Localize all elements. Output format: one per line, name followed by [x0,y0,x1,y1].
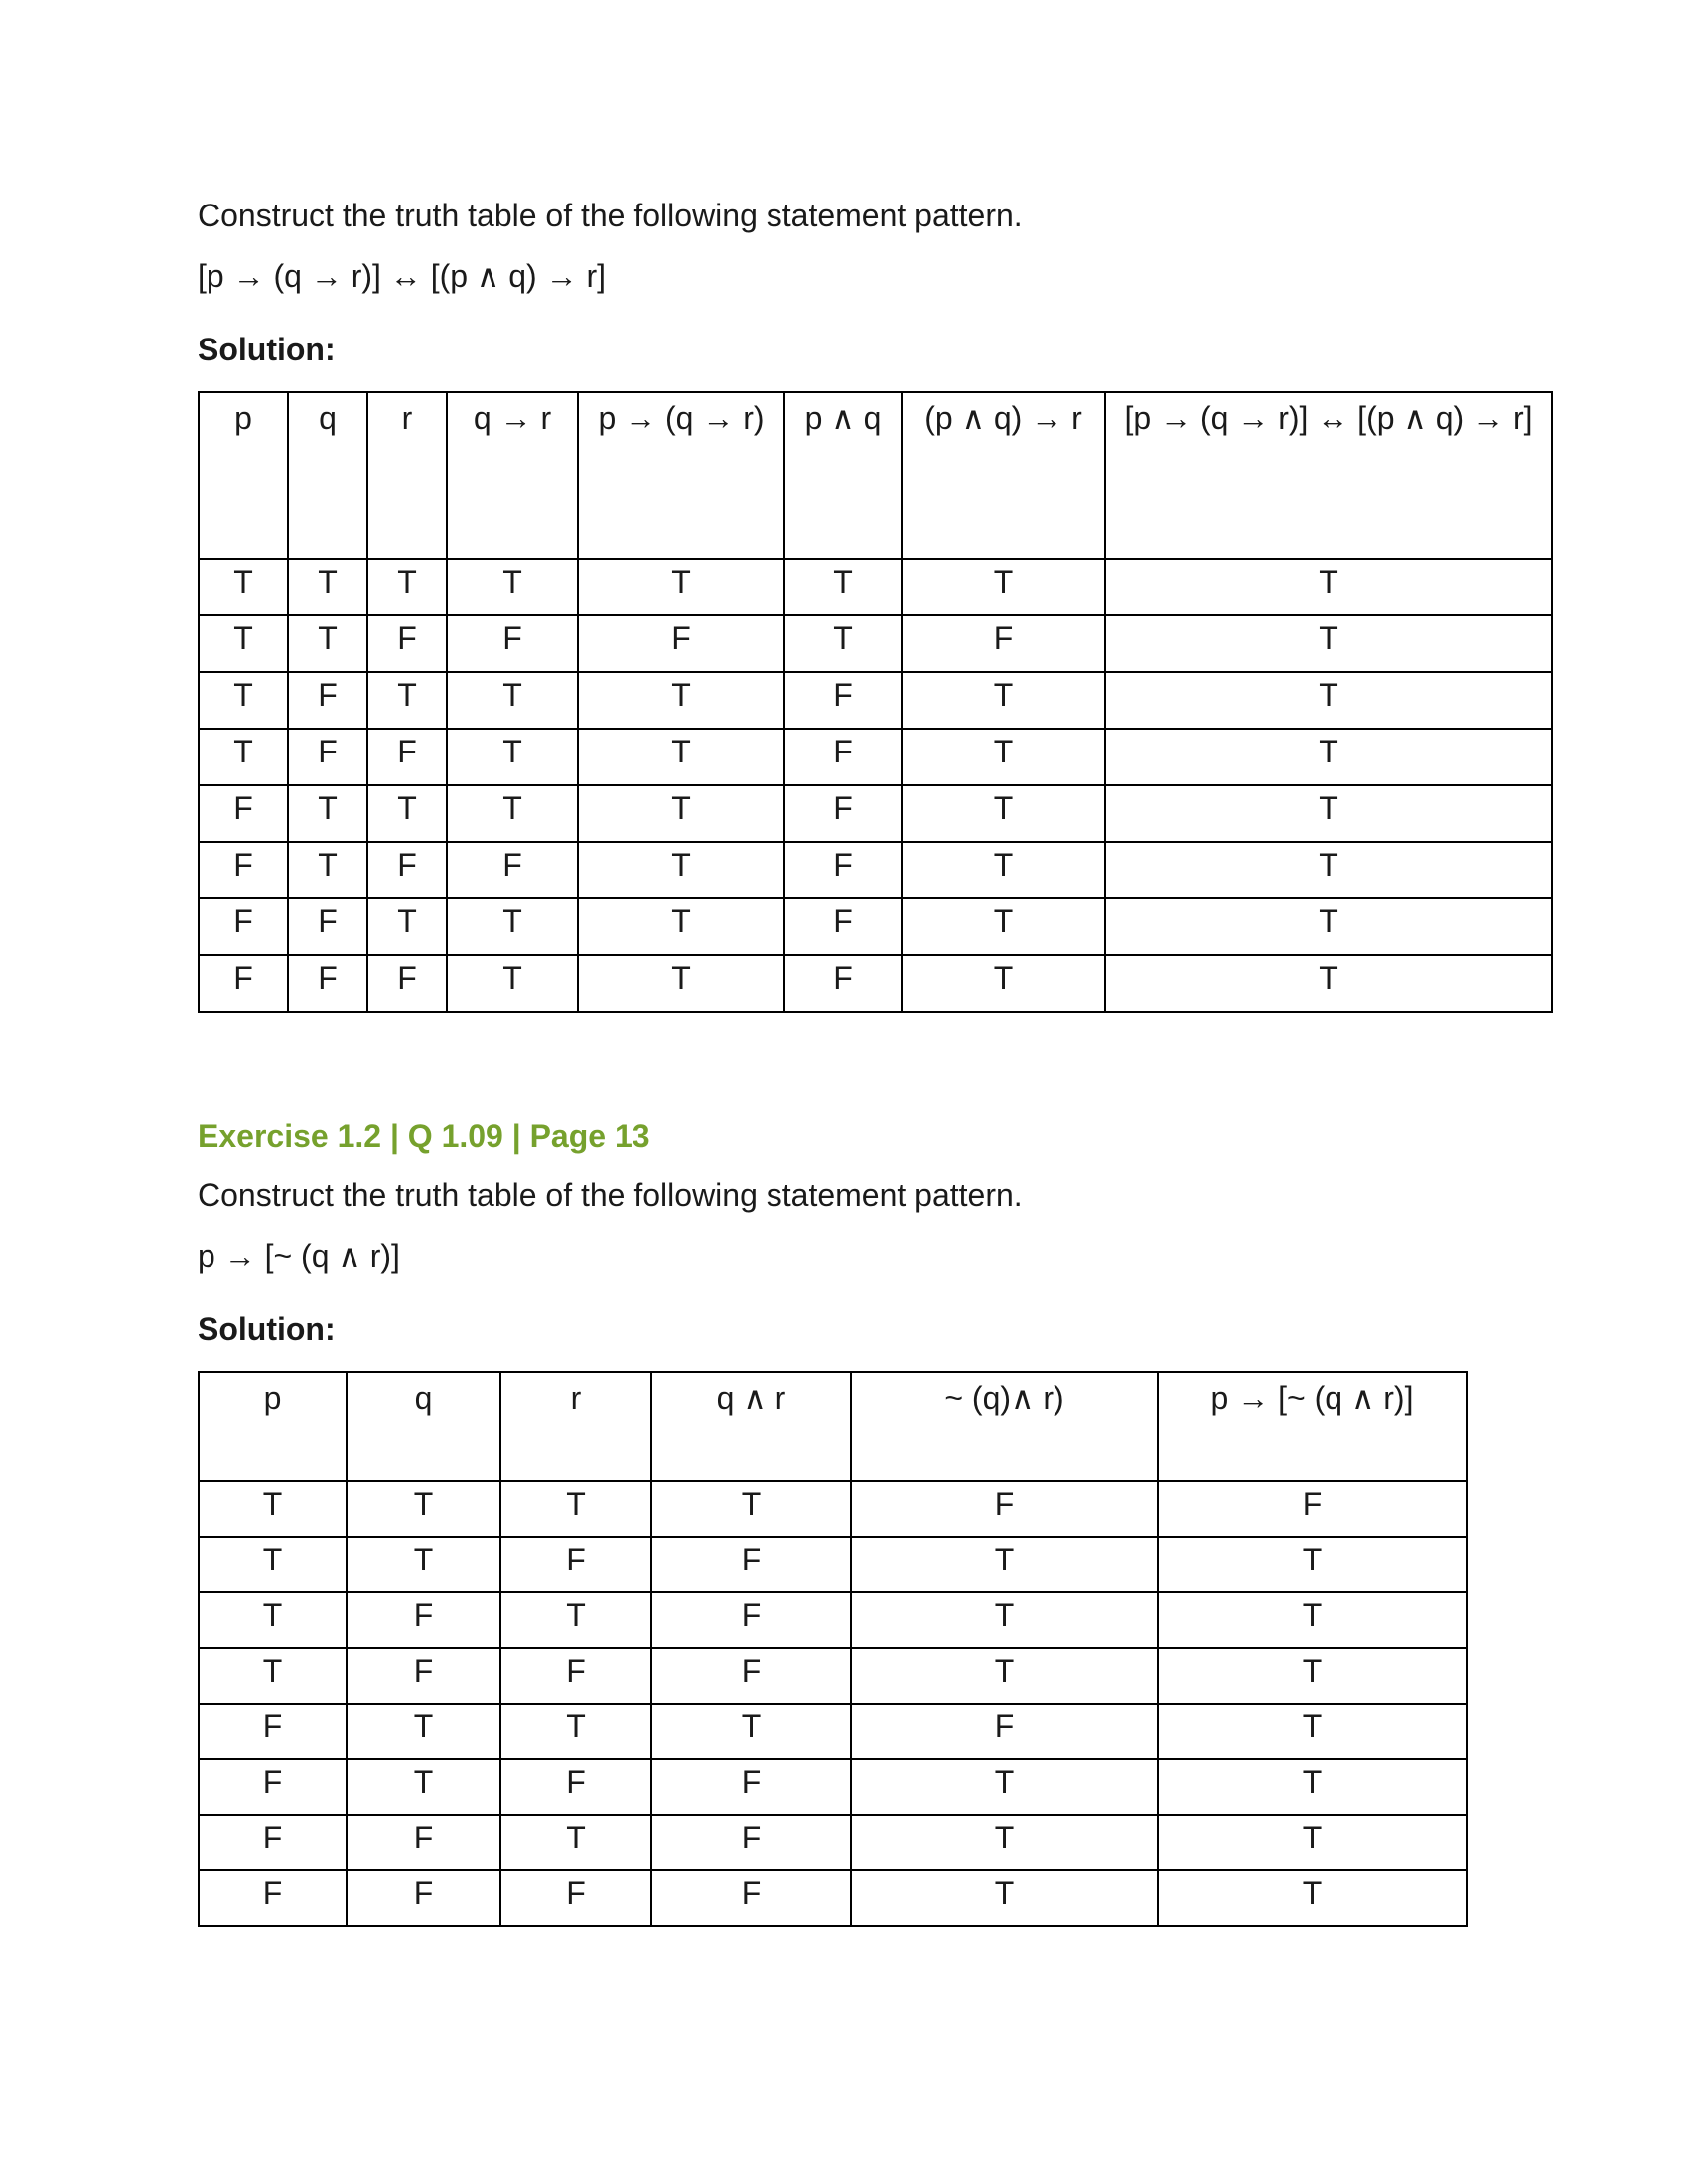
table1-cell: T [578,672,784,729]
table1-cell: T [578,898,784,955]
table1-cell: F [784,785,902,842]
table2-cell: T [851,1592,1158,1648]
table2-cell: F [500,1648,651,1704]
table2-cell: F [500,1870,651,1926]
table1-cell: T [578,559,784,615]
table2-cell: F [199,1704,347,1759]
table1-cell: F [784,955,902,1012]
table1-header-cell: q → r [447,392,578,559]
table2-cell: F [651,1870,851,1926]
table1-row [199,559,1552,615]
table2-cell: F [347,1592,500,1648]
table1-cell: F [784,672,902,729]
table1-cell: T [902,785,1105,842]
table2-cell: T [347,1481,500,1537]
table1-cell: F [367,955,447,1012]
table1-cell: F [288,955,367,1012]
truth-table-1 [198,391,1553,1013]
table1-cell: T [447,729,578,785]
table2-cell: F [500,1537,651,1592]
table2-header-cell: q ∧ r [651,1372,851,1481]
table2-cell: T [199,1648,347,1704]
table1-header-cell: r [367,392,447,559]
table2-cell: T [1158,1815,1467,1870]
table2-cell: T [347,1704,500,1759]
table1-cell: T [902,729,1105,785]
table2-cell: T [851,1537,1158,1592]
table2-row [199,1537,1467,1592]
table2-row [199,1648,1467,1704]
table2-cell: F [347,1870,500,1926]
truth-table-2 [198,1371,1468,1927]
table1-cell: T [199,729,288,785]
table2-cell: T [500,1815,651,1870]
table2-cell: F [199,1815,347,1870]
table1-row [199,955,1552,1012]
table1-cell: T [288,842,367,898]
table1-cell: T [447,955,578,1012]
table1-cell: T [902,672,1105,729]
table1-cell: T [578,842,784,898]
table1-row [199,729,1552,785]
table2-cell: T [851,1648,1158,1704]
table1-cell: T [902,842,1105,898]
statement-pattern-1: [p → (q → r)] ↔ [(p ∧ q) → r] [198,258,607,294]
table2-cell: T [1158,1870,1467,1926]
table2-cell: T [500,1481,651,1537]
table2-cell: T [347,1759,500,1815]
table2-header-cell: ~ (q)∧ r) [851,1372,1158,1481]
table1-cell: T [578,729,784,785]
table2-cell: T [851,1870,1158,1926]
table1-cell: T [447,898,578,955]
table2-header-cell: r [500,1372,651,1481]
table1-cell: F [578,615,784,672]
table1-row [199,672,1552,729]
table1-cell: T [1105,898,1552,955]
table2-row [199,1870,1467,1926]
table1-header-cell: (p ∧ q) → r [902,392,1105,559]
table2-cell: T [1158,1704,1467,1759]
table2-cell: T [199,1481,347,1537]
exercise-heading: Exercise 1.2 | Q 1.09 | Page 13 [198,1118,650,1154]
table2-cell: T [851,1759,1158,1815]
table1-cell: T [1105,842,1552,898]
table2-cell: F [651,1759,851,1815]
table1-cell: T [902,955,1105,1012]
table1-cell: T [784,615,902,672]
table1-cell: T [1105,785,1552,842]
table1-cell: T [288,615,367,672]
table2-cell: F [199,1759,347,1815]
table1-cell: T [447,559,578,615]
question-prompt-1: Construct the truth table of the following statement pattern. [198,198,1023,233]
table1-cell: T [367,559,447,615]
table1-cell: F [784,842,902,898]
table2-cell: F [500,1759,651,1815]
table2-cell: T [1158,1592,1467,1648]
table1-cell: F [902,615,1105,672]
table1-cell: F [784,729,902,785]
table1-cell: T [367,785,447,842]
table2-row [199,1815,1467,1870]
solution-label-2: Solution: [198,1311,336,1347]
table2-header-cell: p [199,1372,347,1481]
table1-cell: F [199,785,288,842]
table1-cell: T [902,898,1105,955]
table2-cell: F [651,1592,851,1648]
table1-cell: F [447,842,578,898]
table2-header-cell: p → [~ (q ∧ r)] [1158,1372,1467,1481]
table2-cell: F [651,1648,851,1704]
table2-cell: F [651,1537,851,1592]
table1-cell: F [288,672,367,729]
table2-cell: F [851,1704,1158,1759]
table2-row [199,1481,1467,1537]
table2-cell: T [199,1537,347,1592]
table2-cell: T [1158,1759,1467,1815]
table1-cell: T [1105,955,1552,1012]
table1-cell: F [367,729,447,785]
table2-cell: F [347,1815,500,1870]
table1-cell: T [367,672,447,729]
table2-cell: T [1158,1537,1467,1592]
table2-cell: F [851,1481,1158,1537]
table1-row [199,785,1552,842]
table2-row [199,1592,1467,1648]
table1-cell: F [367,842,447,898]
table1-row [199,842,1552,898]
table1-cell: T [367,898,447,955]
table1-cell: T [288,785,367,842]
table1-cell: T [902,559,1105,615]
table2-cell: F [1158,1481,1467,1537]
table2-row [199,1704,1467,1759]
table1-cell: F [288,898,367,955]
table1-cell: F [784,898,902,955]
table2-cell: T [651,1704,851,1759]
table1-header-cell: p ∧ q [784,392,902,559]
table1-cell: T [1105,615,1552,672]
table2-cell: T [851,1815,1158,1870]
table1-cell: F [199,955,288,1012]
table1-cell: T [199,615,288,672]
table2-cell: T [500,1704,651,1759]
table1-row [199,615,1552,672]
table1-cell: T [1105,672,1552,729]
table1-cell: T [288,559,367,615]
table1-row [199,898,1552,955]
table1-header-cell: q [288,392,367,559]
table1-cell: T [447,672,578,729]
table2-cell: T [651,1481,851,1537]
table1-cell: F [367,615,447,672]
table2-cell: F [347,1648,500,1704]
table1-cell: F [288,729,367,785]
table2-cell: F [199,1870,347,1926]
table2-row [199,1759,1467,1815]
table2-cell: T [199,1592,347,1648]
table1-cell: T [199,559,288,615]
solution-label-1: Solution: [198,332,336,367]
table1-cell: T [578,785,784,842]
table1-cell: T [1105,559,1552,615]
table1-header-cell: [p → (q → r)] ↔ [(p ∧ q) → r] [1105,392,1552,559]
table1-cell: T [1105,729,1552,785]
table1-cell: F [199,898,288,955]
table1-cell: T [784,559,902,615]
statement-pattern-2: p → [~ (q ∧ r)] [198,1238,400,1274]
table1-cell: F [447,615,578,672]
table2-cell: T [500,1592,651,1648]
table2-cell: T [347,1537,500,1592]
table1-cell: T [199,672,288,729]
table1-header-cell: p → (q → r) [578,392,784,559]
question-prompt-2: Construct the truth table of the following statement pattern. [198,1177,1023,1213]
table1-header-cell: p [199,392,288,559]
table2-cell: F [651,1815,851,1870]
table1-cell: T [578,955,784,1012]
table1-cell: T [447,785,578,842]
table1-cell: F [199,842,288,898]
table2-header-cell: q [347,1372,500,1481]
table2-cell: T [1158,1648,1467,1704]
